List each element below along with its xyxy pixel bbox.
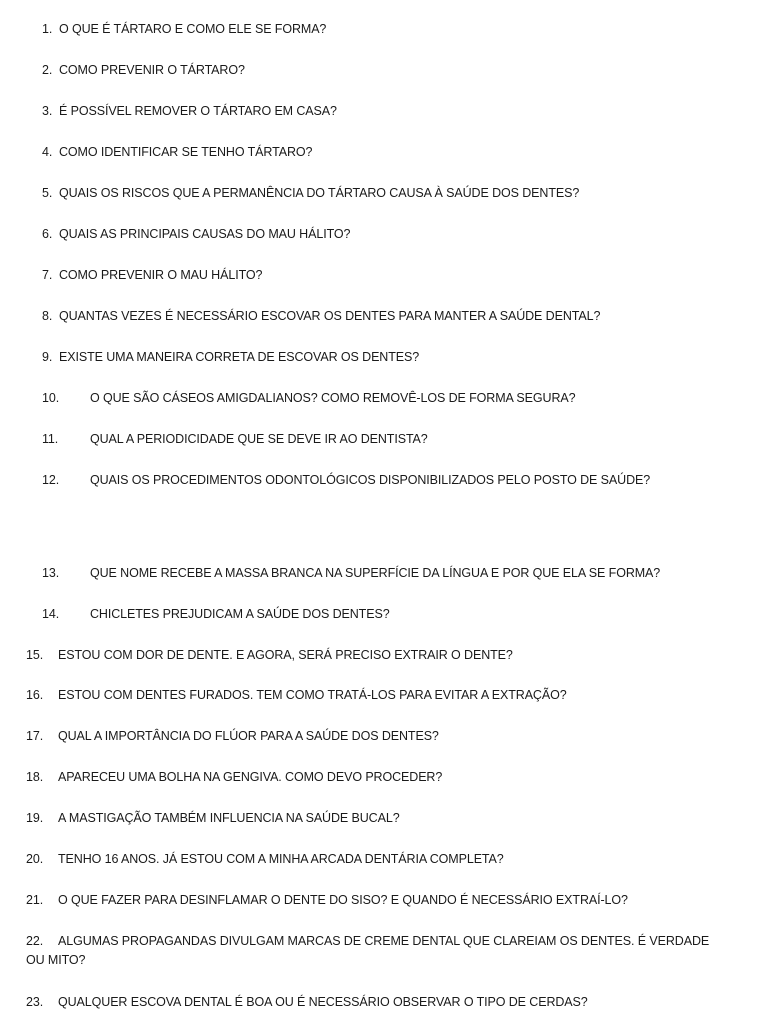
question-text: O QUE É TÁRTARO E COMO ELE SE FORMA? — [59, 22, 327, 36]
question-number: 21. — [26, 893, 44, 907]
question-item-2 — [42, 61, 245, 80]
question-item-19 — [26, 809, 400, 828]
question-text: QUAL A IMPORTÂNCIA DO FLÚOR PARA A SAÚDE DOS DENTES? — [58, 729, 439, 743]
question-number: 8. — [42, 309, 53, 323]
question-text: QUAIS OS RISCOS QUE A PERMANÊNCIA DO TÁRTARO CAUSA À SAÚDE DOS DENTES? — [59, 186, 580, 200]
question-text: QUE NOME RECEBE A MASSA BRANCA NA SUPERFÍCIE DA LÍNGUA E POR QUE ELA SE FORMA? — [90, 566, 661, 580]
question-text: COMO IDENTIFICAR SE TENHO TÁRTARO? — [59, 145, 313, 159]
question-text: É POSSÍVEL REMOVER O TÁRTARO EM CASA? — [59, 104, 337, 118]
question-item-12 — [42, 471, 650, 490]
question-text: COMO PREVENIR O MAU HÁLITO? — [59, 268, 263, 282]
question-number: 20. — [26, 852, 44, 866]
question-text: O QUE FAZER PARA DESINFLAMAR O DENTE DO SISO? E QUANDO É NECESSÁRIO EXTRAÍ-LO? — [58, 893, 628, 907]
question-text: QUAIS OS PROCEDIMENTOS ODONTOLÓGICOS DISPONIBILIZADOS PELO POSTO DE SAÚDE? — [90, 473, 651, 487]
question-text: TENHO 16 ANOS. JÁ ESTOU COM A MINHA ARCADA DENTÁRIA COMPLETA? — [58, 852, 504, 866]
question-item-17 — [26, 727, 439, 746]
question-number: 18. — [26, 770, 44, 784]
question-item-9 — [42, 348, 419, 367]
question-number: 13. — [42, 566, 60, 580]
question-text: QUANTAS VEZES É NECESSÁRIO ESCOVAR OS DENTES PARA MANTER A SAÚDE DENTAL? — [59, 309, 601, 323]
question-item-7 — [42, 266, 262, 285]
question-item-23 — [26, 993, 588, 1012]
question-text: APARECEU UMA BOLHA NA GENGIVA. COMO DEVO PROCEDER? — [58, 770, 443, 784]
question-number: 16. — [26, 688, 44, 702]
question-number: 19. — [26, 811, 44, 825]
question-number: 4. — [42, 145, 53, 159]
question-item-1 — [42, 20, 326, 39]
question-number: 22. — [26, 934, 44, 948]
question-number: 12. — [42, 473, 60, 487]
question-text: QUAL A PERIODICIDADE QUE SE DEVE IR AO DENTISTA? — [90, 432, 428, 446]
question-item-22 — [26, 932, 726, 970]
question-number: 23. — [26, 995, 44, 1009]
question-number: 10. — [42, 391, 60, 405]
question-number: 7. — [42, 268, 53, 282]
question-text: ESTOU COM DOR DE DENTE. E AGORA, SERÁ PRECISO EXTRAIR O DENTE? — [58, 648, 513, 662]
question-text: O QUE SÃO CÁSEOS AMIGDALIANOS? COMO REMOVÊ-LOS DE FORMA SEGURA? — [90, 391, 576, 405]
question-item-21 — [26, 891, 628, 910]
question-number: 6. — [42, 227, 53, 241]
question-item-8 — [42, 307, 600, 326]
question-number: 17. — [26, 729, 44, 743]
question-text: CHICLETES PREJUDICAM A SAÚDE DOS DENTES? — [90, 607, 390, 621]
question-item-11 — [42, 430, 428, 449]
question-item-3 — [42, 102, 337, 121]
question-item-15 — [26, 646, 513, 665]
question-text: ESTOU COM DENTES FURADOS. TEM COMO TRATÁ-LOS PARA EVITAR A EXTRAÇÃO? — [58, 688, 567, 702]
question-text: A MASTIGAÇÃO TAMBÉM INFLUENCIA NA SAÚDE BUCAL? — [58, 811, 400, 825]
question-number: 11. — [42, 432, 59, 446]
question-text: ALGUMAS PROPAGANDAS DIVULGAM MARCAS DE CREME DENTAL QUE CLAREIAM OS DENTES. É VERDADE OU MITO? — [26, 934, 710, 967]
question-item-20 — [26, 850, 504, 869]
question-text: QUALQUER ESCOVA DENTAL É BOA OU É NECESSÁRIO OBSERVAR O TIPO DE CERDAS? — [58, 995, 588, 1009]
question-number: 9. — [42, 350, 53, 364]
question-item-6 — [42, 225, 350, 244]
question-text: EXISTE UMA MANEIRA CORRETA DE ESCOVAR OS DENTES? — [59, 350, 420, 364]
question-item-5 — [42, 184, 579, 203]
question-item-14 — [42, 605, 390, 624]
question-item-18 — [26, 768, 442, 787]
question-item-13 — [42, 564, 660, 583]
question-number: 5. — [42, 186, 53, 200]
question-number: 2. — [42, 63, 53, 77]
question-number: 14. — [42, 607, 60, 621]
question-item-4 — [42, 143, 312, 162]
question-text: COMO PREVENIR O TÁRTARO? — [59, 63, 245, 77]
question-item-10 — [42, 389, 575, 408]
question-text: QUAIS AS PRINCIPAIS CAUSAS DO MAU HÁLITO? — [59, 227, 351, 241]
question-number: 1. — [42, 22, 53, 36]
question-item-16 — [26, 686, 567, 705]
question-number: 15. — [26, 648, 44, 662]
question-number: 3. — [42, 104, 53, 118]
